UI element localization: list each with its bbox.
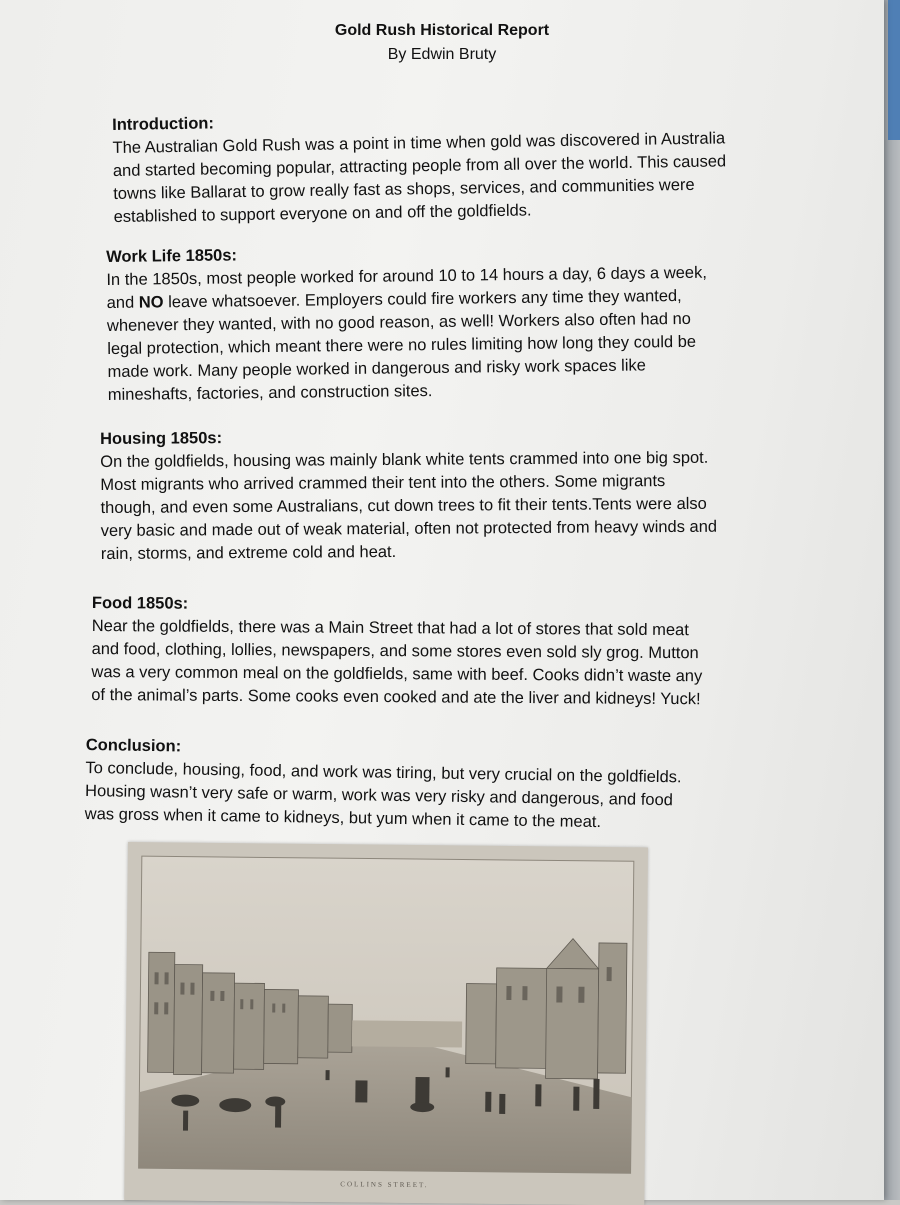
paragraph-line: In the 1850s, most people worked for around 10 to 14 hours a day, 6 days a week, [106,263,707,289]
section-conclusion [85,734,683,835]
section-introduction [112,104,727,229]
paragraph-line: On the goldfields, housing was mainly blank white tents crammed into one big spot. [100,448,709,471]
paragraph-line: though, and even some Australians, cut down trees to fit their tents.Tents were also [100,494,707,517]
paragraph-line: of the animal’s parts. Some cooks even cooked and ate the liver and kidneys! Yuck! [91,685,701,709]
emphasis-no: NO [138,293,164,312]
paragraph-line: very basic and made out of weak material, often not protected from heavy winds and [100,517,718,540]
paragraph-line: rain, storms, and extreme cold and heat. [100,542,397,563]
paragraph-line: and started becoming popular, attracting people from all over the world. This caused [112,152,727,180]
paragraph-line: Housing wasn’t very safe or warm, work was very risky and dangerous, and food [84,781,674,810]
paragraph-line: Most migrants who arrived crammed their tent into the others. Some migrants [100,472,666,494]
paragraph-line: and food, clothing, lollies, newspapers, and some stores even sold sly grog. Mutton [91,639,699,663]
line-suffix: leave whatsoever. [163,291,301,312]
desk-object [888,0,900,140]
report-title: Gold Rush Historical Report [334,22,550,39]
paragraph-line: was gross when it came to kidneys, but yum when it came to the meat. [84,804,602,832]
paragraph-line: towns like Ballarat to grow really fast as shops, services, and communities were [113,175,695,203]
line-prefix: and [106,293,139,312]
paragraph-line: made work. Many people worked in dangerous and risky work spaces like [107,356,646,381]
section-work-life [106,239,708,407]
section-heading: Introduction: [112,114,215,134]
desk-background [882,0,900,1200]
historical-street-image [124,842,648,1205]
section-food [91,592,703,711]
paragraph-line: The Australian Gold Rush was a point in time when gold was discovered in Australia [112,129,726,157]
section-heading: Housing 1850s: [100,429,223,448]
paragraph-line: legal protection, which meant there were no rules limiting how long they could be [107,332,697,358]
paragraph-line: established to support everyone on and off the goldfields. [113,201,532,226]
image-caption: COLLINS STREET. [340,1180,429,1190]
street-engraving [124,842,648,1205]
line-rest: Employers could fire workers any time they wanted, [304,286,682,310]
paragraph-line: was a very common meal on the goldfields, same with beef. Cooks didn’t waste any [91,662,703,686]
paragraph-line: Near the goldfields, there was a Main Street that had a lot of stores that sold meat [91,616,689,640]
section-heading: Food 1850s: [91,593,189,613]
section-heading: Conclusion: [85,735,182,756]
section-heading: Work Life 1850s: [106,246,238,266]
paragraph-line: To conclude, housing, food, and work was tiring, but very crucial on the goldfields. [85,758,682,787]
paragraph-line: mineshafts, factories, and construction sites. [107,382,433,404]
paragraph-line: whenever they wanted, with no good reason, as well! Workers also often had no [106,309,692,335]
section-housing [100,424,717,566]
report-author: By Edwin Bruty [387,46,497,63]
